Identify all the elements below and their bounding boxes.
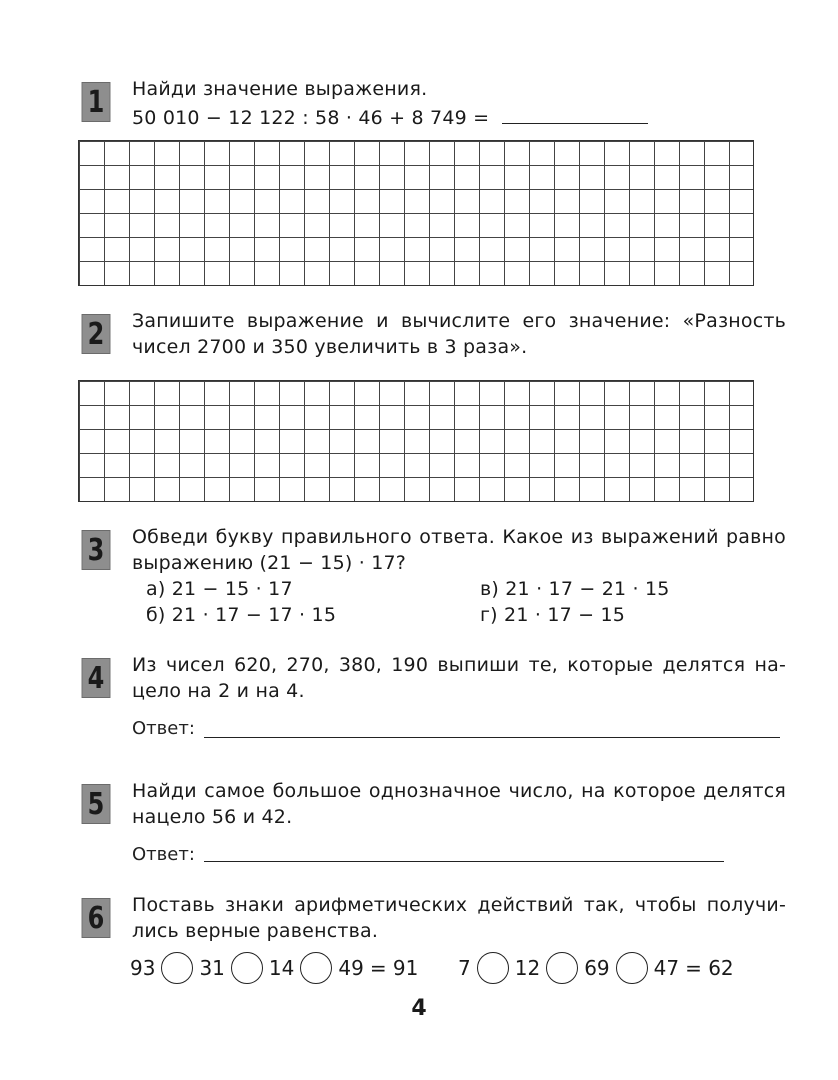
eq2-result: = 62 (685, 956, 734, 980)
task-number-badge: 5 (82, 784, 111, 824)
task-6-text-line-1: Поставь знаки арифметических действий так, чтобы получи- (132, 894, 786, 916)
task-2-text-line-2: чисел 2700 и 350 увеличить в 3 раза». (132, 336, 528, 358)
expression-text: 50 010 − 12 122 : 58 · 46 + 8 749 = (132, 107, 490, 129)
eq2-term-2: 12 (514, 956, 541, 980)
task-1-expression (132, 104, 648, 131)
task-number-badge: 6 (82, 898, 111, 938)
answer-label: Ответ: (132, 844, 195, 865)
option-b[interactable]: б) 21 · 17 − 17 · 15 (146, 604, 337, 626)
option-a[interactable]: а) 21 − 15 · 17 (146, 578, 293, 600)
operator-circle[interactable] (300, 952, 332, 984)
answer-label: Ответ: (132, 718, 195, 739)
eq2-term-4: 47 (653, 956, 680, 980)
task-4-text-line-2: цело на 2 и на 4. (132, 680, 305, 702)
eq2-term-1: 7 (458, 956, 471, 980)
equation-1 (130, 952, 418, 984)
grid-task-2[interactable] (78, 380, 754, 502)
equation-2 (458, 952, 734, 984)
task-3-text-line-1: Обведи букву правильного ответа. Какое из выражений равно (132, 526, 786, 548)
eq1-term-4: 49 (338, 956, 364, 980)
answer-line[interactable] (204, 860, 724, 862)
operator-circle[interactable] (546, 952, 578, 984)
task-6-text-line-2: лись верные равенства. (132, 920, 379, 942)
answer-line[interactable] (204, 736, 780, 738)
task-5-text-line-1: Найди самое большое однозначное число, на которое делятся (132, 780, 786, 802)
task-4-text-line-1: Из чисел 620, 270, 380, 190 выпиши те, которые делятся на- (132, 654, 786, 676)
task-number-badge: 3 (82, 530, 111, 570)
option-g[interactable]: г) 21 · 17 − 15 (480, 604, 626, 626)
answer-blank[interactable] (502, 104, 648, 124)
option-v[interactable]: в) 21 · 17 − 21 · 15 (480, 578, 670, 600)
eq2-term-3: 69 (584, 956, 610, 980)
task-number-badge: 4 (82, 658, 111, 698)
task-5-text-line-2: нацело 56 и 42. (132, 806, 293, 828)
task-3-text-line-2: выражению (21 − 15) · 17? (132, 552, 407, 574)
page-number: 4 (411, 996, 427, 1021)
task-1-text: Найди значение выражения. (132, 78, 428, 100)
task-number-badge: 2 (82, 314, 111, 354)
operator-circle[interactable] (477, 952, 509, 984)
operator-circle[interactable] (616, 952, 648, 984)
eq1-term-3: 14 (268, 956, 295, 980)
eq1-term-2: 31 (199, 956, 225, 980)
task-2-text-line-1: Запишите выражение и вычислите его значение: «Разность (132, 310, 786, 332)
eq1-term-1: 93 (130, 956, 156, 980)
task-number-badge: 1 (82, 82, 111, 122)
grid-task-1[interactable] (78, 140, 754, 286)
operator-circle[interactable] (231, 952, 263, 984)
operator-circle[interactable] (161, 952, 193, 984)
eq1-result: = 91 (369, 956, 419, 980)
